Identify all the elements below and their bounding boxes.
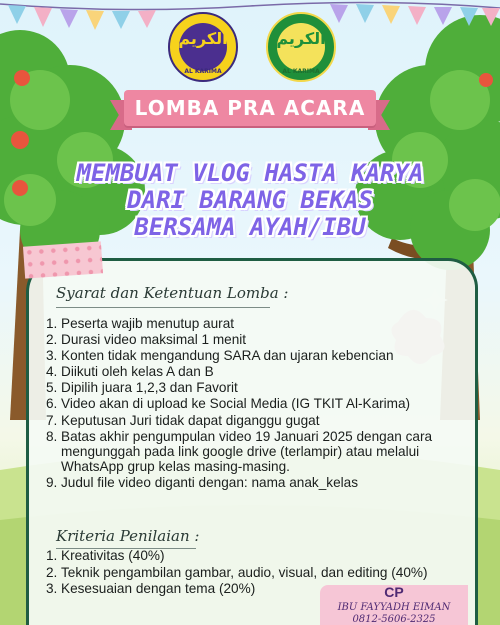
- list-item: 5. Dipilih juara 1,2,3 dan Favorit: [46, 380, 238, 396]
- headline-line-3: BERSAMA AYAH/IBU: [134, 213, 366, 241]
- logo-mark: الكريم: [178, 29, 228, 48]
- bunting-decoration: [0, 0, 500, 40]
- logo-mark: الكريم: [276, 29, 326, 48]
- contact-phone: 0812-5606-2325: [352, 614, 436, 625]
- logo-caption: AL KARIMA: [184, 68, 222, 75]
- headline-line-2: DARI BARANG BEKAS: [127, 186, 373, 214]
- contact-label: CP: [384, 584, 404, 600]
- criteria-title: Kriteria Penilaian :: [56, 527, 200, 545]
- washi-tape: [23, 241, 103, 278]
- school-logo-left: [168, 12, 238, 82]
- list-item: 4. Diikuti oleh kelas A dan B: [46, 364, 214, 380]
- list-item: 8. Batas akhir pengumpulan video 19 Januari 2025 dengan cara mengunggah pada link google drive (terlampir) atau melalui WhatsApp grup kelas masing-masing.: [46, 428, 433, 474]
- list-item: 9. Judul file video diganti dengan: nama anak_kelas: [46, 474, 359, 490]
- list-item: 3. Kesesuaian dengan tema (20%): [46, 581, 256, 596]
- logo-caption: AL KARIMA: [282, 68, 320, 75]
- headline-line-1: MEMBUAT VLOG HASTA KARYA: [76, 159, 424, 187]
- contact-name: IBU FAYYADH EIMAN: [337, 602, 451, 613]
- list-item: 1. Peserta wajib menutup aurat: [46, 316, 235, 331]
- list-item: 2. Teknik pengambilan gambar, audio, visual, dan editing (40%): [46, 564, 428, 580]
- rules-title: Syarat dan Ketentuan Lomba :: [56, 284, 289, 302]
- banner-title: LOMBA PRA ACARA: [134, 96, 366, 120]
- school-logo-right: [266, 12, 336, 82]
- list-item: 7. Keputusan Juri tidak dapat diganggu gugat: [46, 412, 320, 428]
- rules-list: [46, 316, 464, 491]
- list-item: 1. Kreativitas (40%): [46, 548, 165, 563]
- list-item: 2. Durasi video maksimal 1 menit: [46, 332, 247, 348]
- rules-title-underline: [56, 307, 270, 308]
- list-item: 6. Video akan di upload ke Social Media (IG TKIT Al-Karima): [46, 396, 411, 412]
- list-item: 3. Konten tidak mengandung SARA dan ujaran kebencian: [46, 348, 394, 364]
